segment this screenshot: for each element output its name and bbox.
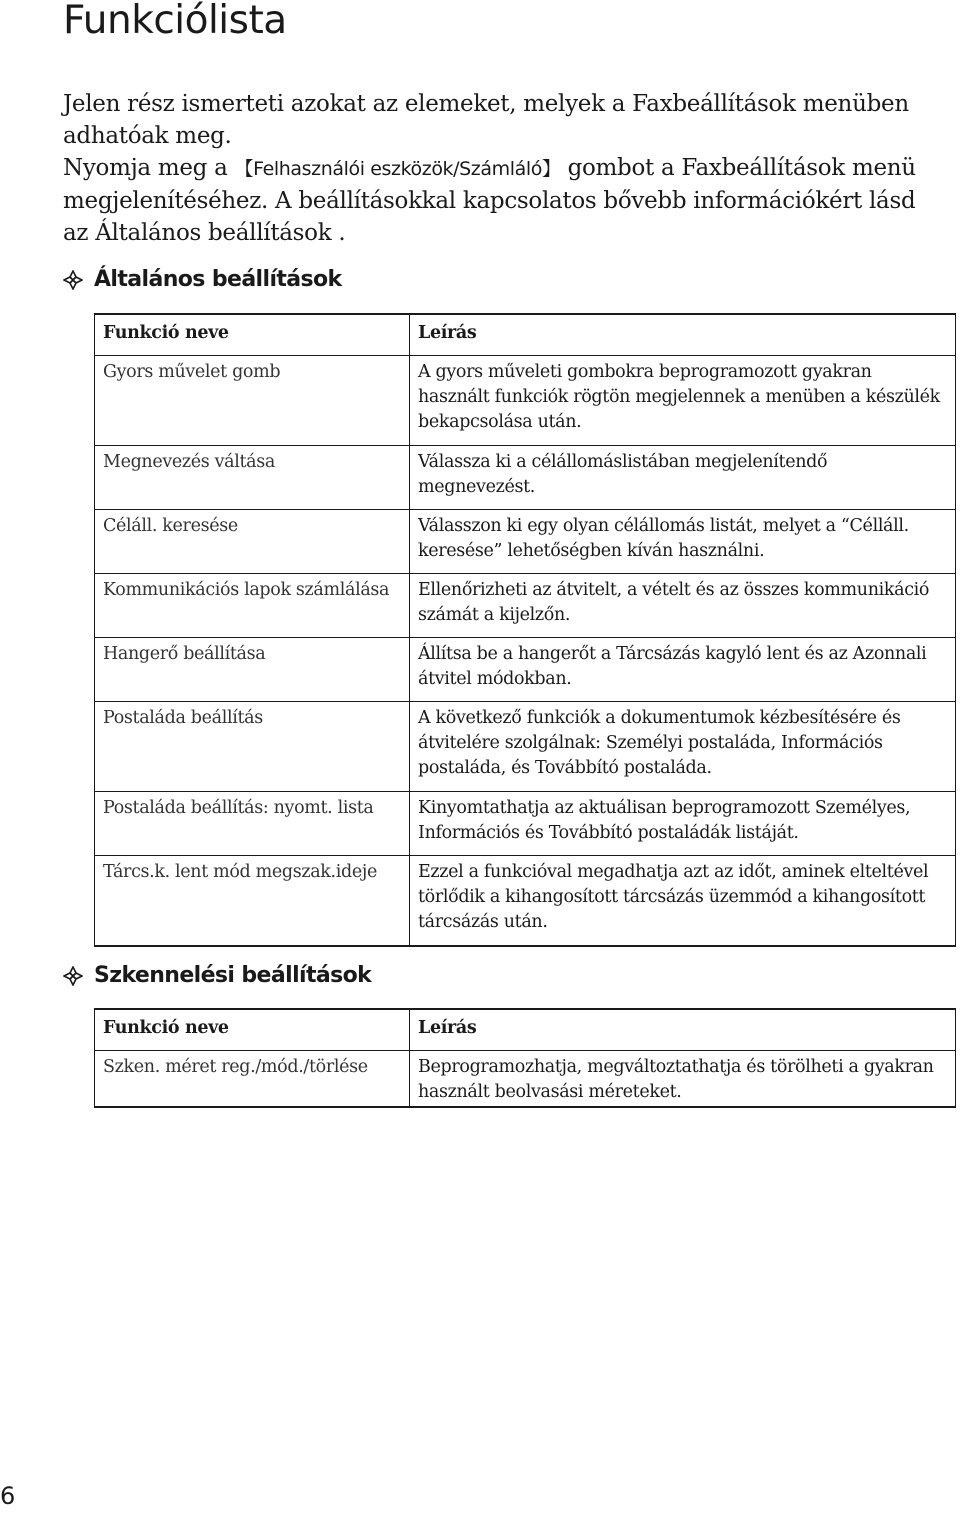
function-name-cell: Kommunikációs lapok számlálása — [95, 574, 410, 638]
column-header-description: Leírás — [418, 1018, 477, 1038]
function-name-cell: Céláll. keresése — [95, 510, 410, 574]
user-tools-counter-key: 【Felhasználói eszközök/Számláló】 — [234, 158, 561, 180]
section-heading-general — [63, 267, 342, 292]
function-name-cell: Hangerő beállítása — [95, 638, 410, 702]
function-name-cell: Szken. méret reg./mód./törlése — [95, 1051, 410, 1107]
table-row — [95, 856, 956, 946]
section-heading-general-label: Általános beállítások — [94, 267, 342, 292]
description-cell: Válasszon ki egy olyan célállomás listát, melyet a “Célláll. keresése” lehetőségben kíván használni. — [418, 516, 909, 561]
function-name-cell: Gyors művelet gomb — [95, 356, 410, 446]
function-name-cell: Postaláda beállítás: nyomt. lista — [95, 792, 410, 856]
page-title: Funkciólista — [63, 0, 287, 43]
intro-p2-before: Nyomja meg a — [63, 155, 235, 181]
intro-paragraph-1: Jelen rész ismerteti azokat az elemeket, melyek a Faxbeállítások menüben adhatóak meg. — [63, 91, 909, 149]
scan-settings-table — [94, 1008, 956, 1108]
description-cell: A következő funkciók a dokumentumok kézbesítésére és átvitelére szolgálnak: Személyi postaláda, Információs postaláda, és Továbbító postaláda. — [418, 708, 901, 778]
description-cell: Kinyomtathatja az aktuálisan beprogramozott Személyes, Információs és Továbbító postaládák listáját. — [418, 798, 911, 843]
description-cell: Ellenőrizheti az átvitelt, a vételt és az összes kommunikáció számát a kijelzőn. — [418, 580, 930, 625]
description-cell: Állítsa be a hangerőt a Tárcsázás kagyló lent és az Azonnali átvitel módokban. — [418, 644, 927, 689]
column-header-function-name: Funkció neve — [95, 314, 410, 356]
table-row — [95, 446, 956, 510]
table-row — [95, 1051, 956, 1107]
general-table-body — [95, 356, 956, 946]
column-header-description: Leírás — [418, 323, 477, 343]
section-heading-scan — [63, 963, 371, 988]
section-heading-scan-label: Szkennelési beállítások — [94, 963, 372, 988]
intro-p2-after: gombot a Faxbeállítások menü megjelenítéséhez. A beállításokkal kapcsolatos bővebb információkért lásd az Általános beállítások . — [63, 155, 916, 246]
general-settings-table — [94, 313, 956, 947]
function-name-cell: Postaláda beállítás — [95, 702, 410, 792]
description-cell: Válassza ki a célállomáslistában megjelenítendő megnevezést. — [418, 452, 828, 497]
description-cell: A gyors műveleti gombokra beprogramozott gyakran használt funkciók rögtön megjelennek a menüben a készülék bekapcsolása után. — [418, 362, 940, 432]
diamond-cross-icon — [63, 966, 83, 986]
function-name-cell: Tárcs.k. lent mód megszak.ideje — [95, 856, 410, 946]
column-header-function-name: Funkció neve — [95, 1009, 410, 1051]
table-row — [95, 638, 956, 702]
description-cell: Beprogramozhatja, megváltoztathatja és törölheti a gyakran használt beolvasási méreteket. — [418, 1057, 934, 1102]
function-name-cell: Megnevezés váltása — [95, 446, 410, 510]
table-header-row — [95, 314, 956, 356]
page-number: 6 — [0, 1482, 16, 1510]
table-row — [95, 702, 956, 792]
scan-table-body — [95, 1051, 956, 1107]
table-row — [95, 510, 956, 574]
table-row — [95, 356, 956, 446]
table-header-row — [95, 1009, 956, 1051]
intro-text — [63, 88, 943, 249]
table-row — [95, 574, 956, 638]
description-cell: Ezzel a funkcióval megadhatja azt az időt, aminek elteltével törlődik a kihangosított tárcsázás üzemmód a kihangosított tárcsázás után. — [418, 862, 929, 932]
table-row — [95, 792, 956, 856]
intro-paragraph-2 — [63, 152, 943, 249]
diamond-cross-icon — [63, 270, 83, 290]
